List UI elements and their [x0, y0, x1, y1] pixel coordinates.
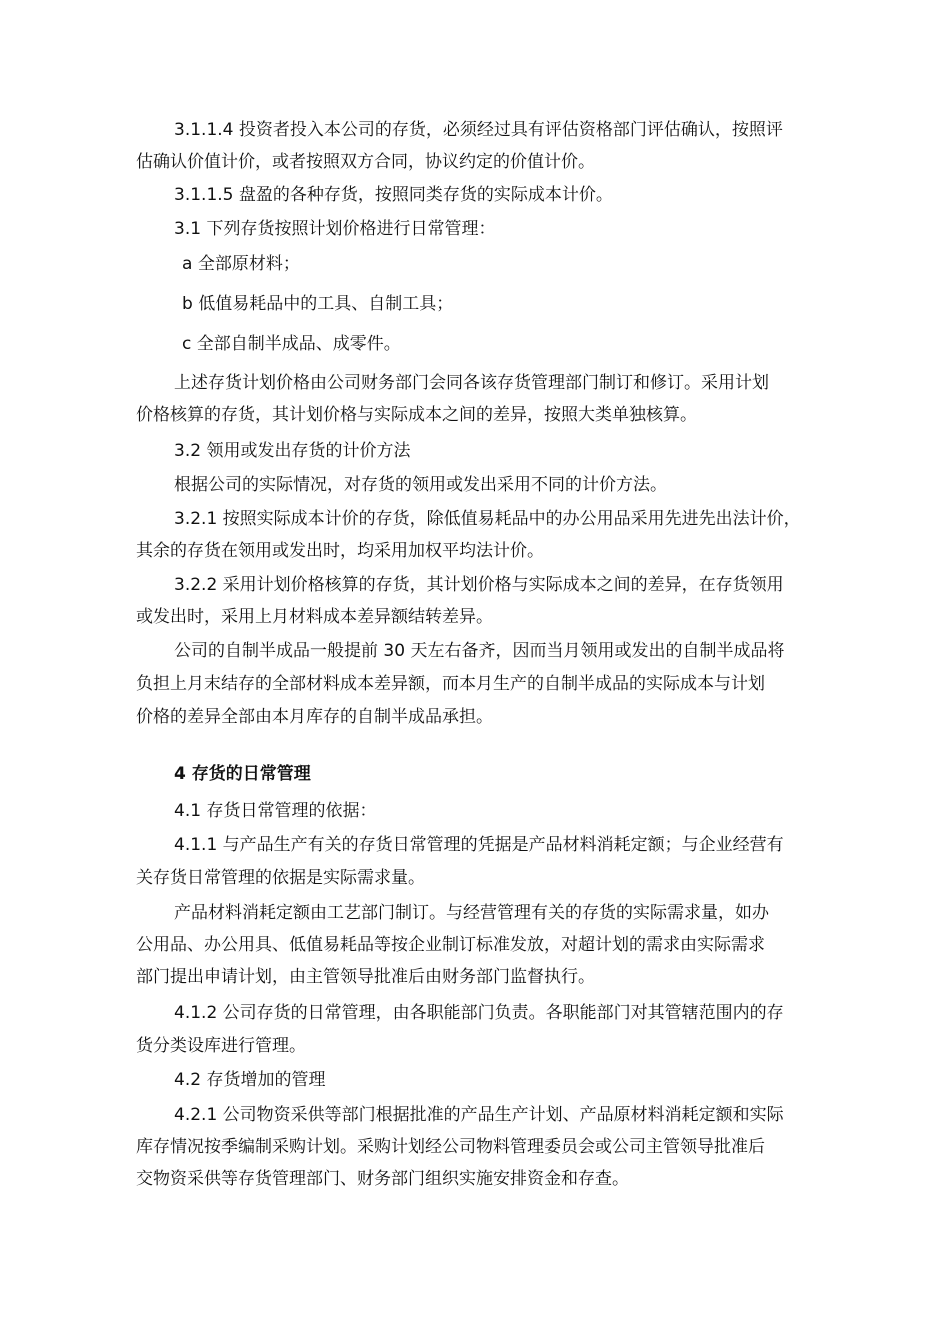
- section-4-2-title: 4.2 存货增加的管理: [174, 1070, 326, 1090]
- paragraph-4-1-2-line-1: 4.1.2 公司存货的日常管理，由各职能部门负责。各职能部门对其管辖范围内的存: [174, 1003, 784, 1023]
- paragraph-consumption-line-1: 产品材料消耗定额由工艺部门制订。与经营管理有关的存货的实际需求量，如办: [174, 903, 769, 923]
- paragraph-3-1-1-4-line-1: 3.1.1.4 投资者投入本公司的存货，必须经过具有评估资格部门评估确认，按照评: [174, 120, 783, 140]
- paragraph-3-2-2-line-1: 3.2.2 采用计划价格核算的存货，其计划价格与实际成本之间的差异，在存货领用: [174, 575, 784, 595]
- list-item-b: b 低值易耗品中的工具、自制工具；: [182, 294, 454, 314]
- paragraph-3-1-1-5: 3.1.1.5 盘盈的各种存货，按照同类存货的实际成本计价。: [174, 185, 613, 205]
- paragraph-4-2-1-line-3: 交物资采供等存货管理部门、财务部门组织实施安排资金和存查。: [136, 1169, 629, 1189]
- paragraph-consumption-line-3: 部门提出申请计划，由主管领导批准后由财务部门监督执行。: [136, 967, 595, 987]
- paragraph-3-2-intro: 根据公司的实际情况，对存货的领用或发出采用不同的计价方法。: [174, 475, 667, 495]
- paragraph-plan-price-line-1: 上述存货计划价格由公司财务部门会同各该存货管理部门制订和修订。采用计划: [174, 373, 769, 393]
- paragraph-3-2-1-line-2: 其余的存货在领用或发出时，均采用加权平均法计价。: [136, 541, 544, 561]
- paragraph-3-2-2-line-2: 或发出时，采用上月材料成本差异额结转差异。: [136, 607, 493, 627]
- section-3-2-title: 3.2 领用或发出存货的计价方法: [174, 441, 411, 461]
- paragraph-4-2-1-line-1: 4.2.1 公司物资采供等部门根据批准的产品生产计划、产品原材料消耗定额和实际: [174, 1105, 784, 1125]
- section-3-1-title: 3.1 下列存货按照计划价格进行日常管理：: [174, 219, 496, 239]
- paragraph-3-2-1-line-1: 3.2.1 按照实际成本计价的存货，除低值易耗品中的办公用品采用先进先出法计价，: [174, 509, 801, 529]
- paragraph-4-2-1-line-2: 库存情况按季编制采购计划。采购计划经公司物料管理委员会或公司主管领导批准后: [136, 1137, 765, 1157]
- list-item-c: c 全部自制半成品、成零件。: [182, 334, 401, 354]
- section-4-1-title: 4.1 存货日常管理的依据：: [174, 801, 377, 821]
- paragraph-semi-finished-line-3: 价格的差异全部由本月库存的自制半成品承担。: [136, 707, 493, 727]
- paragraph-4-1-2-line-2: 货分类设库进行管理。: [136, 1036, 306, 1056]
- list-item-a: a 全部原材料；: [182, 254, 300, 274]
- paragraph-semi-finished-line-1: 公司的自制半成品一般提前 30 天左右备齐，因而当月领用或发出的自制半成品将: [174, 641, 785, 661]
- paragraph-4-1-1-line-1: 4.1.1 与产品生产有关的存货日常管理的凭据是产品材料消耗定额；与企业经营有: [174, 835, 784, 855]
- paragraph-plan-price-line-2: 价格核算的存货，其计划价格与实际成本之间的差异，按照大类单独核算。: [136, 405, 697, 425]
- section-4-heading: 4 存货的日常管理: [174, 764, 311, 784]
- paragraph-consumption-line-2: 公用品、办公用具、低值易耗品等按企业制订标准发放，对超计划的需求由实际需求: [136, 935, 765, 955]
- paragraph-4-1-1-line-2: 关存货日常管理的依据是实际需求量。: [136, 868, 425, 888]
- paragraph-3-1-1-4-line-2: 估确认价值计价，或者按照双方合同，协议约定的价值计价。: [136, 152, 595, 172]
- paragraph-semi-finished-line-2: 负担上月末结存的全部材料成本差异额，而本月生产的自制半成品的实际成本与计划: [136, 674, 765, 694]
